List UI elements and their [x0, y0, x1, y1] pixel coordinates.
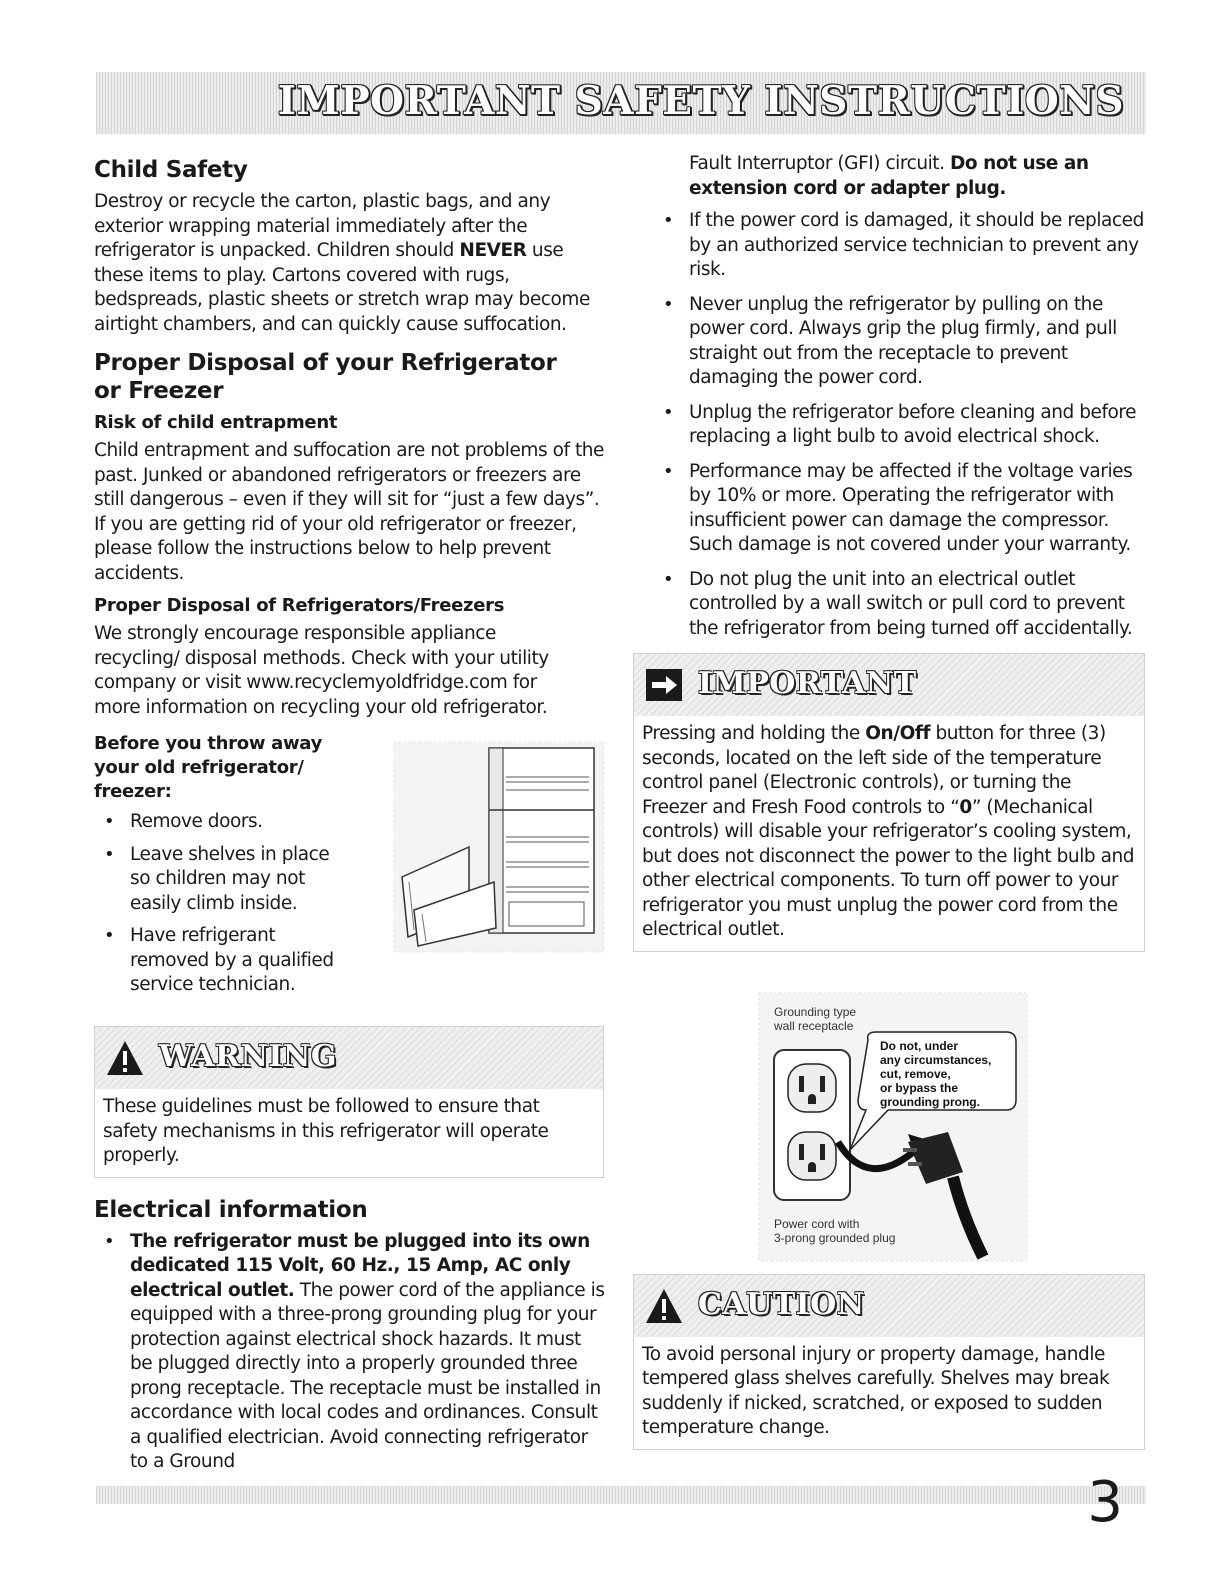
- arrow-right-icon: [644, 666, 684, 704]
- electrical-heading: Electrical information: [94, 1196, 368, 1223]
- before-throw-list: [94, 810, 344, 998]
- list-item: • Leave shelves in place so children may not easily climb inside.: [94, 843, 344, 917]
- warning-header: [95, 1027, 603, 1089]
- list-item: • Have refrigerant removed by a qualified service technician.: [94, 924, 344, 998]
- warning-callout: [94, 1026, 604, 1178]
- child-safety-never: NEVER: [459, 240, 527, 261]
- caution-header: [634, 1275, 1144, 1337]
- left-column: [94, 150, 606, 1475]
- footer-band: [96, 1486, 1146, 1504]
- child-safety-heading: Child Safety: [94, 157, 248, 183]
- receptacle-label-line2: wall receptacle: [774, 1018, 854, 1033]
- important-text-part: ” (Mechanical controls) will disable your refrigerator’s cooling system, but does not disconnect the power to the light bulb and other electrical components. To turn off power to your refrigerator you must unplug the power cord from the electrical outlet.: [642, 796, 1135, 940]
- child-safety-text-part: use these items to play. Cartons covered with rugs, bedspreads, plastic sheets or stretch wrap may become airtight chambers, and can quickly cause suffocation.: [94, 240, 590, 335]
- important-text-part: button for three (3) seconds, located on the left side of the temperature control panel (Electronic controls), or turning the Freezer and Fresh Food controls to “: [642, 723, 1106, 818]
- warning-text: These guidelines must be followed to ensure that safety mechanisms in this refrigerator will operate properly.: [103, 1096, 549, 1166]
- outlet-top: [788, 1064, 836, 1112]
- before-throw-heading: Before you throw away your old refrigerator/ freezer:: [94, 733, 323, 802]
- important-title: IMPORTANT: [698, 666, 917, 701]
- list-item: [94, 1230, 606, 1475]
- risk-heading: Risk of child entrapment: [94, 412, 338, 433]
- list-item: • Do not plug the unit into an electrical outlet controlled by a wall switch or pull cord to prevent the refrigerator from being turned off accidentally.: [653, 568, 1148, 642]
- caution-callout: [633, 1274, 1145, 1450]
- zero-setting-label: 0: [959, 796, 972, 818]
- receptacle-label-line1: Grounding type: [774, 1004, 857, 1019]
- plug-label-line2: 3-prong grounded plug: [774, 1230, 896, 1245]
- right-column: [633, 152, 1148, 1450]
- warning-title: WARNING: [159, 1039, 337, 1074]
- grounding-diagram: [758, 992, 1028, 1262]
- list-item: • Remove doors.: [94, 810, 344, 835]
- bubble-line1: Do not, under: [880, 1038, 958, 1053]
- warning-triangle-icon: [644, 1287, 684, 1325]
- page-title: IMPORTANT SAFETY INSTRUCTIONS: [277, 78, 1124, 124]
- electrical-cont-text: Fault Interruptor (GFI) circuit.: [689, 153, 950, 174]
- proper-disposal-text: We strongly encourage responsible appliance recycling/ disposal methods. Check with your utility company or visit www.recyclemyoldfridge.com for more information on recycling your old refrigerator.: [94, 623, 549, 718]
- refrigerator-illustration: [374, 732, 614, 962]
- list-item: • Never unplug the refrigerator by pulling on the power cord. Always grip the plug firmly, and pull straight out from the receptacle to prevent damaging the power cord.: [653, 293, 1148, 391]
- bubble-line3: cut, remove,: [880, 1066, 951, 1081]
- electrical-list-right: [633, 209, 1148, 641]
- bubble-line2: any circumstances,: [880, 1052, 992, 1067]
- list-item: • Unplug the refrigerator before cleaning and before replacing a light bulb to avoid electrical shock.: [653, 401, 1148, 450]
- bubble-line4: or bypass the: [880, 1080, 959, 1095]
- electrical-continuation: [633, 152, 1148, 201]
- list-item: • If the power cord is damaged, it should be replaced by an authorized service technician to prevent any risk.: [653, 209, 1148, 283]
- electrical-list-left: [94, 1230, 606, 1475]
- outlet-bottom: [788, 1132, 836, 1180]
- child-safety-text: [94, 190, 606, 337]
- electrical-cont-bold: Do not use an extension cord or adapter plug.: [689, 153, 1089, 199]
- important-callout: [633, 653, 1145, 952]
- on-off-label: On/Off: [865, 723, 931, 744]
- child-safety-text-part: Destroy or recycle the carton, plastic bags, and any exterior wrapping material immediately after the refrigerator is unpacked. Children should: [94, 191, 551, 261]
- proper-disposal-heading: Proper Disposal of Refrigerators/Freezers: [94, 595, 505, 616]
- bubble-line5: grounding prong.: [880, 1094, 980, 1109]
- page-number: 3: [1087, 1470, 1123, 1535]
- electrical-requirement-bold: The refrigerator must be plugged into its own dedicated 115 Volt, 60 Hz., 15 Amp, AC only electrical outlet.: [130, 1230, 590, 1301]
- caution-text: To avoid personal injury or property damage, handle tempered glass shelves carefully. Shelves may break suddenly if nicked, scratched, or exposed to sudden temperature change.: [642, 1343, 1110, 1438]
- important-header: [634, 654, 1144, 716]
- risk-text: Child entrapment and suffocation are not problems of the past. Junked or abandoned refrigerators or freezers are still dangerous – even if they will sit for “just a few days”. If you are getting rid of your old refrigerator or freezer, please follow the instructions below to help prevent accidents.: [94, 440, 604, 584]
- list-item: • Performance may be affected if the voltage varies by 10% or more. Operating the refrigerator with insufficient power can damage the compressor. Such damage is not covered under your warranty.: [653, 460, 1148, 558]
- important-text: [634, 716, 1144, 951]
- electrical-requirement-text: The power cord of the appliance is equipped with a three-prong grounding plug for your protection against electrical shock hazards. It must be plugged directly into a properly grounded three prong receptacle. The receptacle must be installed in accordance with local codes and ordinances. Consult a qualified electrician. Avoid connecting refrigerator to a Ground: [130, 1279, 605, 1472]
- plug-label-line1: Power cord with: [774, 1216, 860, 1231]
- disposal-heading: Proper Disposal of your Refrigerator or Freezer: [94, 350, 557, 404]
- header-band: [96, 72, 1146, 134]
- before-throw-section: [94, 732, 606, 1002]
- warning-triangle-icon: [105, 1039, 145, 1077]
- caution-title: CAUTION: [698, 1286, 865, 1322]
- important-text-part: Pressing and holding the: [642, 723, 866, 744]
